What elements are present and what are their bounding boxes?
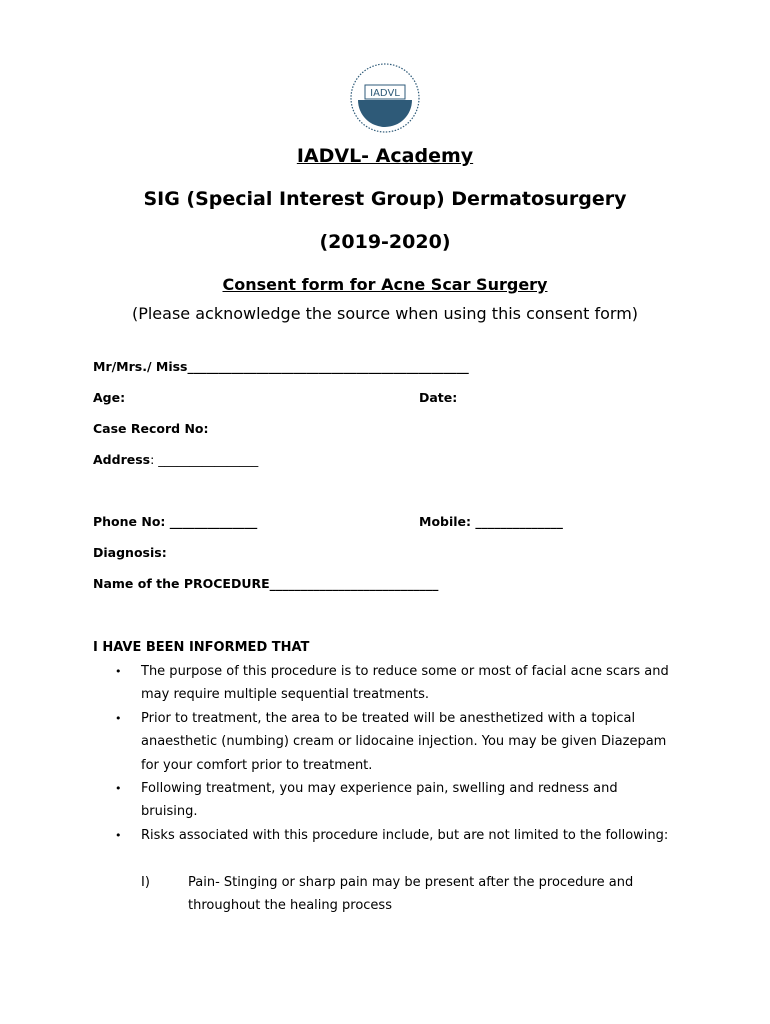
bullet-icon: • bbox=[115, 782, 122, 795]
bullet-icon: • bbox=[115, 665, 122, 678]
address-field[interactable] bbox=[93, 452, 258, 467]
bullet-icon: • bbox=[115, 712, 122, 725]
date-field[interactable]: Date: bbox=[419, 390, 458, 405]
bullet-text: Risks associated with this procedure include, but are not limited to the following: bbox=[141, 828, 669, 843]
risk-number: I) bbox=[141, 875, 150, 890]
sig-title: SIG (Special Interest Group) Dermatosurgery bbox=[143, 188, 627, 210]
phone-field[interactable]: Phone No: ______________ bbox=[93, 514, 258, 529]
case-record-field[interactable]: Case Record No: bbox=[93, 421, 209, 436]
informed-heading: I HAVE BEEN INFORMED THAT bbox=[93, 640, 310, 655]
list-item bbox=[115, 660, 675, 707]
age-field[interactable]: Age: bbox=[93, 390, 126, 405]
acknowledge-note: (Please acknowledge the source when using this consent form) bbox=[131, 304, 639, 323]
logo-text: IADVL bbox=[370, 88, 400, 99]
bullet-text: Prior to treatment, the area to be treated will be anesthetized with a topical anaesthetic (numbing) cream or lidocaine injection. You may be given Diazepam for your comfort prior to treatment. bbox=[141, 711, 667, 773]
procedure-field[interactable]: Name of the PROCEDURE___________________________ bbox=[93, 576, 439, 591]
academy-title: IADVL- Academy bbox=[296, 145, 474, 167]
iadvl-logo bbox=[349, 62, 421, 134]
risk-text: Pain- Stinging or sharp pain may be present after the procedure and throughout the healing process bbox=[188, 875, 634, 914]
diagnosis-field[interactable]: Diagnosis: bbox=[93, 545, 167, 560]
bullet-icon: • bbox=[115, 829, 122, 842]
address-label: Address bbox=[93, 452, 151, 467]
name-field[interactable]: Mr/Mrs./ Miss_____________________________________________ bbox=[93, 359, 469, 374]
list-item bbox=[115, 824, 675, 847]
list-item bbox=[115, 707, 675, 777]
bullet-text: The purpose of this procedure is to reduce some or most of facial acne scars and may require multiple sequential treatments. bbox=[141, 664, 669, 703]
risk-item bbox=[141, 871, 661, 918]
address-line[interactable]: : ________________ bbox=[150, 452, 259, 467]
year-range: (2019-2020) bbox=[319, 231, 451, 253]
bullet-text: Following treatment, you may experience pain, swelling and redness and bruising. bbox=[141, 781, 618, 820]
mobile-field[interactable]: Mobile: ______________ bbox=[419, 514, 563, 529]
form-title: Consent form for Acne Scar Surgery bbox=[222, 275, 548, 294]
list-item bbox=[115, 777, 675, 824]
